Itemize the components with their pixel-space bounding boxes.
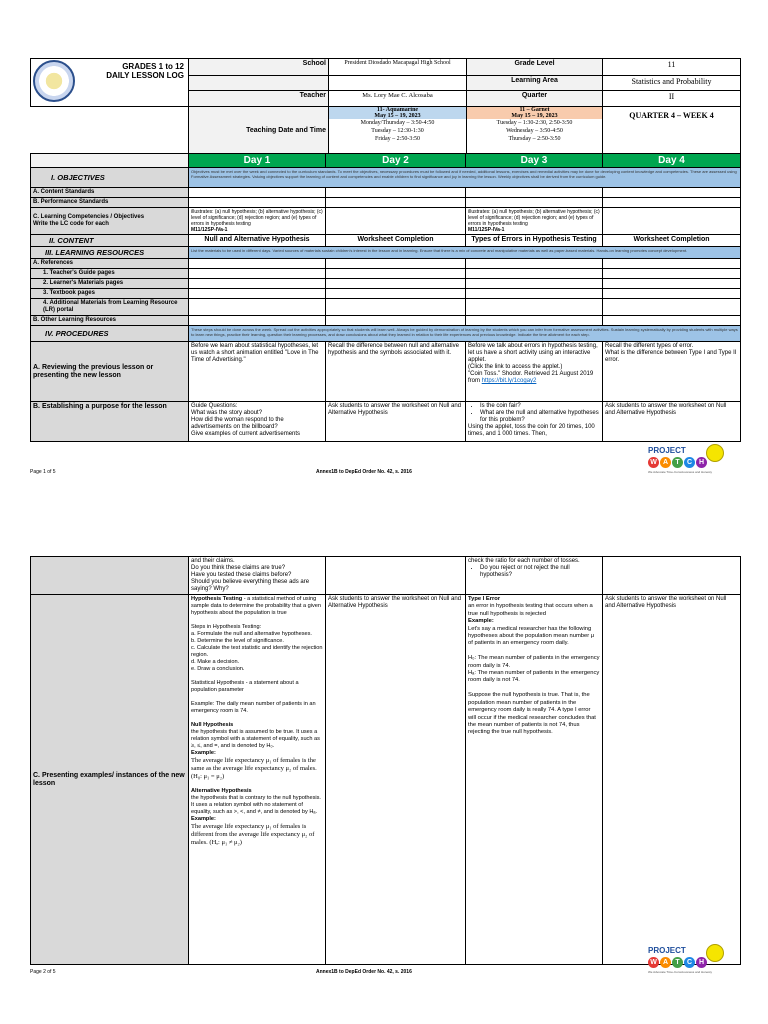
content-d1: Null and Alternative Hypothesis [189,235,326,247]
alt-example: The average life expectancy μ₁ of females is different from the average life expectancy μ₂ of males. (Hₐ: μ₁ ≠ μ₂) [191,823,315,846]
project-word: PROJECT [648,946,686,955]
review-d3-click: (Click the link to access the applet.) [468,364,563,370]
type1-example: Let's say a medical researcher has the following hypotheses about the population mean number μ of patients in an emergency room daily. [468,625,595,647]
purpose-d1-line-2: What was the story about? [191,410,263,416]
day-3-header: Day 3 [466,154,603,168]
step-e: e. Draw a conclusion. [191,666,245,672]
review-d4 [603,342,741,402]
content-label: II. CONTENT [31,235,189,247]
purpose-d3-tail: Using the applet, toss the coin for 20 times, 100 times, and 1 000 times. Then, [468,424,595,437]
step-b: b. Determine the level of significance. [191,638,284,644]
content-d4: Worksheet Completion [603,235,741,247]
area-value: Statistics and Probability [603,75,741,91]
sec1-time-3: Friday – 2:50-3:50 [375,136,420,142]
project-watch-logo-1 [644,444,728,478]
header-table [30,58,741,155]
review-d3 [466,342,603,402]
purpose-cont-d3 [466,557,603,595]
sec1-time-1: Monday/Thursday – 3:50-4:50 [360,120,435,126]
project-word: PROJECT [648,446,686,455]
type1-example-label: Example: [468,618,494,625]
type1-ha: Hₐ: The mean number of patients in the emergency room daily is not 74. [468,670,600,684]
content-standards-label: A. Content Standards [31,188,189,198]
ref-4-label: 4. Additional Materials from Learning Resource (LR) portal [31,299,189,316]
watch-tagline: We Advocate Time-Consciousness and Honesty [648,970,712,974]
present-d2: Ask students to answer the worksheet on Null and Alternative Hypothesis [326,595,466,965]
page-1-annex: Annex1B to DepEd Order No. 42, s. 2016 [316,469,412,475]
watch-letter: A [660,957,671,968]
ref-2-label: 2. Learner's Materials pages [31,279,189,289]
purpose-d3-bullet-1: • Is the coin fair? [480,403,600,410]
stat-hypothesis: Statistical Hypothesis - a statement about a population parameter [191,680,299,693]
present-d3 [466,595,603,965]
day-2-header: Day 2 [326,154,466,168]
purpose-d3 [466,402,603,442]
school-label-spacer [189,75,329,91]
procedures-label: IV. PROCEDURES [31,326,189,342]
page-2-number: Page 2 of 5 [30,969,56,975]
other-resources-label: B. Other Learning Resources [31,316,189,326]
null-title: Null Hypothesis [191,722,234,728]
ht-term: Hypothesis Testing [191,596,243,602]
watch-letter: W [648,457,659,468]
review-d3-source: "Coin Toss." Shodor. Retrieved 21 August 2019 from [468,371,594,384]
steps-title: Steps in Hypothesis Testing: [191,624,262,630]
header-empty [31,107,189,155]
objectives-label: I. OBJECTIVES [31,168,189,188]
purpose-cont-label [31,557,189,595]
page-2-annex: Annex1B to DepEd Order No. 42, s. 2016 [316,969,412,975]
cont-d1-line-1: and their claims. [191,558,235,564]
purpose-d2: Ask students to answer the worksheet on Null and Alternative Hypothesis [326,402,466,442]
competency-d1-code: M11/12SP-IVa-1 [191,227,228,233]
cont-d3-bullet: • Do you reject or not reject the null hypothesis? [480,565,600,579]
purpose-d1 [189,402,326,442]
null-example-label: Example: [191,750,216,756]
purpose-cont-d1 [189,557,326,595]
quarter-value: II [603,91,741,107]
alt-example-label: Example: [191,816,216,822]
review-d4-question: What is the difference between Type I and Type II error. [605,350,737,363]
page-1-number: Page 1 of 5 [30,469,56,475]
purpose-d3-bullet-2: • What are the null and alternative hypotheses for this problem? [480,410,600,424]
cont-d1-line-4: Should you believe everything these ads are saying? Why? [191,579,310,592]
dll-table-page-2 [30,556,741,965]
sun-icon [706,944,724,962]
day-4-header: Day 4 [603,154,741,168]
competency-d1 [189,208,326,235]
references-label: A. References [31,259,189,269]
step-c: c. Calculate the test statistic and identify the rejection region. [191,645,323,658]
content-d3: Types of Errors in Hypothesis Testing [466,235,603,247]
watch-letter: T [672,457,683,468]
title-line-1: GRADES 1 to 12 [122,62,184,71]
review-label: A. Reviewing the previous lesson or presenting the new lesson [31,342,189,402]
type1-title: Type I Error [468,596,501,602]
example-1: Example: The daily mean number of patients in an emergency room is 74. [191,701,316,714]
school-value-spacer [329,75,467,91]
competency-d3-code: M11/12SP-IVa-1 [468,227,505,233]
day-header-blank [31,154,189,168]
sec2-time-1: Tuesday – 1:30-2:30, 2:50-3:50 [496,120,573,126]
quarter-week: QUARTER 4 – WEEK 4 [603,107,741,155]
teacher-label: Teacher [189,91,329,107]
content-d2: Worksheet Completion [326,235,466,247]
sec2-time-3: Thursday – 2:50-3:50 [508,136,561,142]
section-garnet [467,107,603,155]
grade-value: 11 [603,59,741,76]
competency-d3-text: illustrates: (a) null hypothesis; (b) alternative hypothesis; (c) level of significance; (d) rejection region; and (e) types of errors in hypothesis testing [468,209,600,227]
date-label: Teaching Date and Time [189,107,329,155]
ref-3-label: 3. Textbook pages [31,289,189,299]
type1-h0: H₀: The mean number of patients in the emergency room daily is 74. [468,655,600,669]
null-def: the hypothesis that is assumed to be true. It uses a relation symbol with a statement of equality, such as ≥, ≤, and =, and is denoted by H₀. [191,729,320,749]
review-d2: Recall the difference between null and alternative hypothesis and the symbols associated with it. [326,342,466,402]
alt-def: the hypothesis that is contrary to the null hypothesis. It uses a relation symbol with no statement of equality, such as >, <, and ≠, and is denoted by Hₐ. [191,795,321,815]
watch-letter: T [672,957,683,968]
alt-title: Alternative Hypothesis [191,788,252,794]
review-d1: Before we learn about statistical hypotheses, let us watch a short animation entitled "Love in The Time of Advertising." [189,342,326,402]
sec2-dates: May 15 – 19, 2023 [511,113,558,119]
performance-standards-label: B. Performance Standards [31,198,189,208]
watch-tagline: We Advocate Time-Consciousness and Honesty [648,470,712,474]
present-d1 [189,595,326,965]
school-value: President Diosdado Macapagal High School [329,59,467,76]
type1-def: an error in hypothesis testing that occurs when a true null hypothesis is rejected [468,603,593,617]
watch-letter: H [696,957,707,968]
ref-1-label: 1. Teacher's Guide pages [31,269,189,279]
watch-letter: W [648,957,659,968]
day-1-header: Day 1 [189,154,326,168]
watch-letter: A [660,457,671,468]
cont-d3-text: check the ratio for each number of tosses. [468,558,580,564]
review-d4-recall: Recall the different types of error. [605,343,694,349]
sec1-dates: May 15 – 19, 2023 [374,113,421,119]
purpose-label: B. Establishing a purpose for the lesson [31,402,189,442]
purpose-d1-line-1: Guide Questions: [191,403,238,409]
review-d3-text: Before we talk about errors in hypothesis testing, let us have a short activity using an interactive applet. [468,343,598,363]
school-label: School [189,59,329,76]
competencies-label: C. Learning Competencies / Objectives Write the LC code for each [31,208,189,235]
null-example: The average life expectancy μ₁ of females is the same as the average life expectancy μ₂ of males. (H₀: μ₁ = μ₂) [191,757,317,780]
lesson-log-page-2 [30,556,768,976]
resources-label: III. LEARNING RESOURCES [31,247,189,259]
watch-letter: C [684,957,695,968]
objectives-note: Objectives must be met over the week and connected to the curriculum standards. To meet the objectives, necessary procedures must be followed and if needed, additional lessons, exercises and remedial activities may be done for developing content knowledge and competencies. These are assessed using Formative Assessment strategies. Valuing objectives support the learning of content and competencies and enable children to find significance and joy in learning the lesson. Weekly objectives shall be derived from the curriculum guide. [189,168,741,188]
resources-note: List the materials to be used in different days. Varied sources of materials sustain children's interest in the lesson and in learning. Ensure that there is a mix of concrete and manipulative materials as well as paper-based materials. Hands-on learning promotes concept development. [189,247,741,259]
teacher-value: Ms. Lory Mae C. Alcosaba [329,91,467,107]
step-a: a. Formulate the null and alternative hypotheses. [191,631,312,637]
grade-label: Grade Level [467,59,603,76]
cont-d1-line-2: Do you think these claims are true? [191,565,286,571]
sec1-name: 11- Aquamarine [376,107,419,113]
project-watch-logo-2 [644,944,728,978]
coin-toss-link[interactable]: https://bit.ly/1cogay2 [481,378,537,384]
lesson-log-page-1 [30,58,768,488]
competency-d3 [466,208,603,235]
sec2-name: 11 – Garnet [519,107,550,113]
watch-letter: H [696,457,707,468]
competency-d1-text: illustrates: (a) null hypothesis; (b) alternative hypothesis; (c) level of significance; (d) rejection region; and (e) types of errors in hypothesis testing [191,209,323,227]
quarter-label: Quarter [467,91,603,107]
purpose-d1-line-4: Give examples of current advertisements [191,431,301,437]
header-title-cell [31,59,189,107]
purpose-d4: Ask students to answer the worksheet on Null and Alternative Hypothesis [603,402,741,442]
cont-d1-line-3: Have you tested these claims before? [191,572,292,578]
sun-icon [706,444,724,462]
deped-seal-icon [33,60,75,102]
dll-table-page-1 [30,153,741,442]
step-d: d. Make a decision. [191,659,240,665]
present-d4: Ask students to answer the worksheet on Null and Alternative Hypothesis [603,595,741,965]
sec1-time-2: Tuesday – 12:30-1:30 [371,128,424,134]
purpose-d1-line-3: How did the woman respond to the advertisements on the billboard? [191,417,284,430]
type1-suppose: Suppose the null hypothesis is true. That is, the population mean number of patients in the emergency room daily is really 74. A type I error will occur if the medical researcher concludes that the mean number of patients is not 74, thus rejecting the true null hypothesis. [468,692,596,736]
title-line-2: DAILY LESSON LOG [106,71,184,80]
sec2-time-2: Wednesday – 3:50-4:50 [506,128,563,134]
present-label: C. Presenting examples/ instances of the new lesson [31,595,189,965]
area-label: Learning Area [467,75,603,91]
watch-letter: C [684,457,695,468]
ht-def: - a statistical method of using sample data to determine the probability that a given hypothesis about the population is true [191,596,321,616]
section-aquamarine [329,107,467,155]
procedures-note: These steps should be done across the week. Spread out the activities appropriately so that students will learn well. Always be guided by demonstration of learning by the students which you can infer from formative assessment activities. Sustain learning systematically by providing students with multiple ways to learn new things, practice their learning, question their learning processes, and draw conclusions about what they learned in relation to their life experiences and previous knowledge. Indicate the time allotment for each step. [189,326,741,342]
